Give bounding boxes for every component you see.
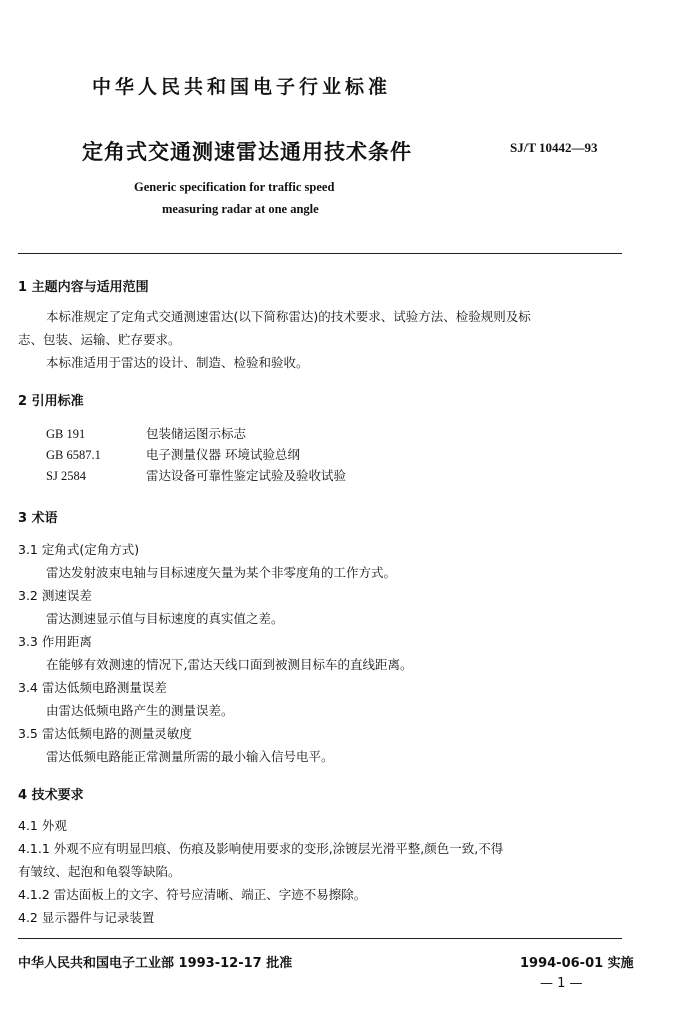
term-3-3-definition: 在能够有效测速的情况下,雷达天线口面到被测目标车的直线距离。 (46, 657, 413, 672)
reference-code: GB 191 (46, 427, 86, 441)
issuing-organization: 中华人民共和国电子行业标准 (92, 76, 392, 98)
term-3-5-definition: 雷达低频电路能正常测量所需的最小输入信号电平。 (46, 749, 334, 764)
term-3-5-heading: 3.5 雷达低频电路的测量灵敏度 (18, 726, 192, 741)
section-3-heading: 3 术语 (18, 511, 58, 526)
term-3-4-heading: 3.4 雷达低频电路测量误差 (18, 680, 167, 695)
english-title-line-1: Generic specification for traffic speed (134, 180, 335, 194)
standard-title: 定角式交通测速雷达通用技术条件 (82, 140, 412, 164)
english-title-line-2: measuring radar at one angle (162, 202, 319, 216)
reference-list (46, 424, 346, 487)
term-3-2-heading: 3.2 测速误差 (18, 588, 92, 603)
header-divider (18, 253, 622, 254)
section-1-heading: 1 主题内容与适用范围 (18, 280, 149, 295)
clause-4-1-1-line-1: 4.1.1 外观不应有明显凹痕、伤痕及影响使用要求的变形,涂镀层光滑平整,颜色一致,不得 (18, 841, 504, 856)
reference-code: GB 6587.1 (46, 448, 101, 462)
reference-item (46, 466, 346, 487)
footer-divider (18, 938, 622, 939)
section-4-heading: 4 技术要求 (18, 788, 84, 803)
reference-name: 电子测量仪器 环境试验总纲 (145, 447, 300, 462)
reference-name: 包装储运图示标志 (145, 426, 246, 441)
clause-4-2-heading: 4.2 显示器件与记录装置 (18, 910, 155, 925)
clause-4-1-2: 4.1.2 雷达面板上的文字、符号应清晰、端正、字迹不易擦除。 (18, 887, 367, 902)
implementation-date: 1994-06-01 实施 (520, 956, 634, 971)
reference-name: 雷达设备可靠性鉴定试验及验收试验 (145, 468, 346, 483)
section-1-paragraph-line-1: 本标准规定了定角式交通测速雷达(以下简称雷达)的技术要求、试验方法、检验规则及标 (46, 309, 531, 324)
clause-4-1-heading: 4.1 外观 (18, 818, 67, 833)
page-number: — 1 — (540, 976, 583, 991)
term-3-1-heading: 3.1 定角式(定角方式) (18, 542, 140, 557)
reference-item (46, 424, 346, 445)
term-3-2-definition: 雷达测速显示值与目标速度的真实值之差。 (46, 611, 284, 626)
reference-code: SJ 2584 (46, 469, 86, 483)
section-2-heading: 2 引用标准 (18, 394, 84, 409)
section-1-scope-paragraph: 本标准适用于雷达的设计、制造、检验和验收。 (46, 355, 309, 370)
standard-code: SJ/T 10442—93 (510, 140, 598, 155)
term-3-3-heading: 3.3 作用距离 (18, 634, 92, 649)
clause-4-1-1-line-2: 有皱纹、起泡和龟裂等缺陷。 (18, 864, 181, 879)
section-1-paragraph-line-2: 志、包装、运输、贮存要求。 (18, 332, 181, 347)
reference-item (46, 445, 346, 466)
approval-statement: 中华人民共和国电子工业部 1993-12-17 批准 (18, 956, 293, 971)
term-3-4-definition: 由雷达低频电路产生的测量误差。 (46, 703, 234, 718)
term-3-1-definition: 雷达发射波束电轴与目标速度矢量为某个非零度角的工作方式。 (46, 565, 397, 580)
